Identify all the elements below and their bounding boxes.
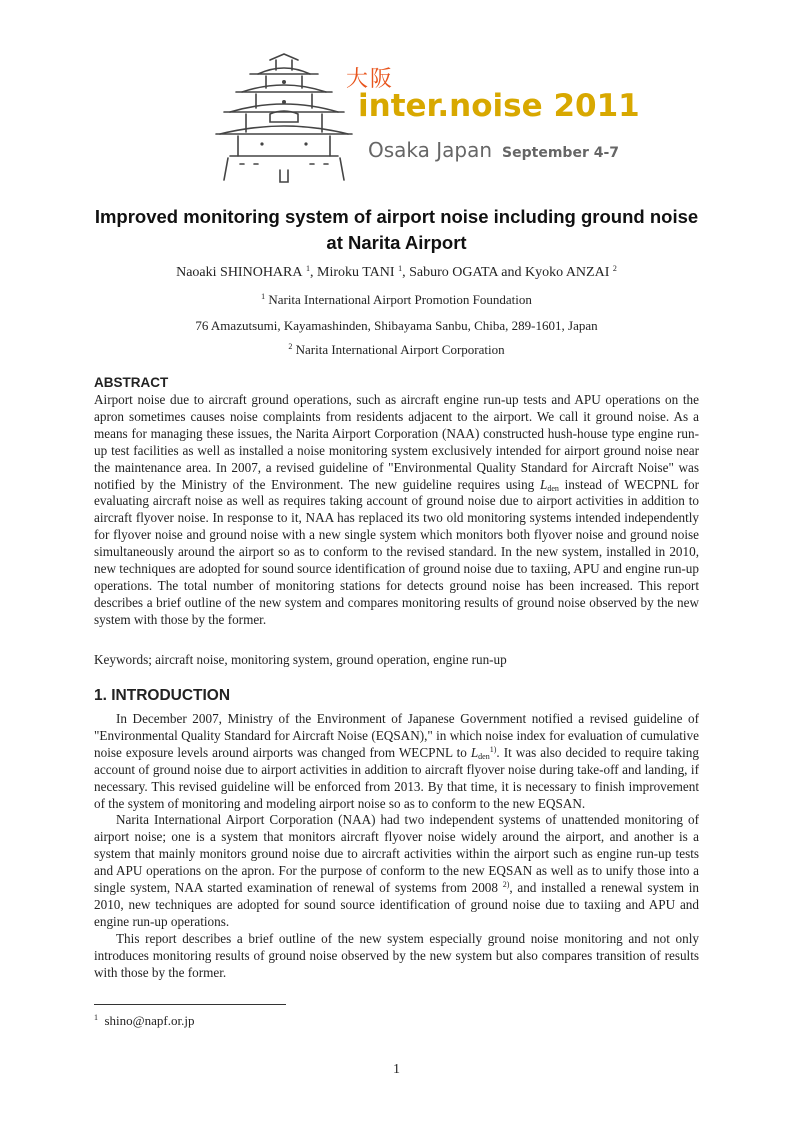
footnote-mark: 1 bbox=[94, 1013, 98, 1022]
author-2: , Miroku TANI bbox=[310, 265, 395, 280]
keywords: Keywords; aircraft noise, monitoring system, ground operation, engine run-up bbox=[94, 652, 507, 667]
footnote-email[interactable]: shino@napf.or.jp bbox=[104, 1013, 195, 1028]
abstract-text-a: Airport noise due to aircraft ground operations, such as aircraft engine run-up tests and APU operations on the apron sometimes causes noise complaints from residents adjacent to the airport. We call it ground noise. As a means for managing these issues, the Narita Airport Corporation (NAA) constructed hush-house type engine run-up test facilities as well as installed a noise monitoring system exclusively intended for airport ground noise near the maintenance area. In 2007, a revised guideline of "Environmental Quality Standard for Aircraft Noise" was notified by the Ministry of the Environment. The new guideline requires using bbox=[94, 392, 699, 492]
logo-name: inter.noise 2011 bbox=[358, 88, 640, 124]
intro-p1-a: In December 2007, Ministry of the Environment of Japanese Government notified a revised guideline of "Environmental Quality Standard for Aircraft Noise (EQSAN)," in which noise index for evaluation of cumulative noise exposure levels around airports was changed from WECPNL to bbox=[94, 711, 699, 760]
author-list bbox=[90, 265, 703, 281]
author-1: Naoaki SHINOHARA bbox=[176, 265, 303, 280]
abstract-heading: ABSTRACT bbox=[94, 375, 169, 390]
author-3: , Saburo OGATA and Kyoko ANZAI bbox=[402, 265, 610, 280]
author-2-sup: 1 bbox=[398, 264, 403, 273]
affiliation-2-name: Narita International Airport Corporation bbox=[295, 342, 505, 357]
intro-ref-2: 2) bbox=[502, 880, 510, 890]
abstract-L: L bbox=[540, 476, 548, 492]
affiliation-1-name: Narita International Airport Promotion Foundation bbox=[268, 292, 532, 307]
page-number: 1 bbox=[393, 1062, 400, 1077]
abstract-den: den bbox=[547, 483, 559, 493]
logo-location-line bbox=[368, 138, 619, 162]
abstract-text-b: instead of WECPNL for evaluating aircraft noise as well as requires taking account of ground noise due to airport activities in addition to aircraft flyover noise. In response to it, NAA has replaced its two old monitoring systems intended independently for flyover noise and ground noise with a new single system which monitors both flyover noise and ground noise simultaneously around the airport so as to conform to the revised standard. In the new system, installed in 2010, new techniques are adopted for sound source identification of ground noise due to taxiing, APU and engine run-up operations. The total number of monitoring stations for detects ground noise has been increased. This report describes a brief outline of the new system and compares monitoring results of ground noise observed by the new system with those by the former. bbox=[94, 476, 699, 627]
intro-paragraph-3: This report describes a brief outline of the new system especially ground noise monitoring and not only introduces monitoring results of ground noise observed by the new system but also compares transition of results with those by the former. bbox=[94, 930, 699, 980]
author-3-sup: 2 bbox=[612, 264, 617, 273]
affiliation-2 bbox=[90, 342, 703, 358]
author-1-sup: 1 bbox=[306, 264, 310, 273]
castle-icon bbox=[210, 52, 360, 192]
intro-den: den bbox=[478, 751, 490, 761]
intro-p2-b: , and installed a renewal system in 2010, new techniques are adopted for sound source identification of ground noise due to taxiing and APU and engine run-up operations. bbox=[94, 880, 699, 929]
intro-paragraph-1 bbox=[94, 711, 699, 812]
intro-p2-a: Narita International Airport Corporation (NAA) had two independent systems of unattended monitoring of airport noise; one is a system that monitors aircraft flyover noise widely around the airport, and another is a system that mainly monitors ground noise due to aircraft activities within the airport such as engine run-up tests and APU operations on the apron. For the purpose of conform to the new EQSAN as well as to unify those into a single system, NAA started examination of renewal of systems from 2008 bbox=[94, 812, 699, 896]
logo-location: Osaka Japan bbox=[368, 138, 493, 162]
conference-logo bbox=[210, 52, 640, 192]
affiliation-1 bbox=[90, 292, 703, 308]
logo-dates: September 4-7 bbox=[502, 145, 620, 161]
intro-L: L bbox=[470, 744, 479, 760]
affiliation-2-sup: 2 bbox=[288, 342, 293, 351]
introduction-body bbox=[94, 711, 699, 982]
footnote-divider bbox=[94, 1004, 286, 1005]
footnote bbox=[94, 1013, 194, 1029]
affiliation-1-sup: 1 bbox=[261, 292, 266, 301]
intro-paragraph-2 bbox=[94, 812, 699, 930]
intro-ref-1: 1) bbox=[489, 744, 497, 754]
paper-title: Improved monitoring system of airport noise including ground noise at Narita Airport bbox=[94, 206, 699, 253]
introduction-heading: 1. INTRODUCTION bbox=[94, 687, 231, 704]
intro-p1-b: . It was also decided to require taking account of ground noise due to airport activities in addition to aircraft flyover noise during take-off and landing, if necessary. This revised guideline will be enforced from 2013. By that time, it is necessary to finish improvement of the system of monitoring and modeling airport noise so as to conform to the new EQSAN. bbox=[94, 744, 699, 811]
logo-kanji: 大阪 bbox=[346, 67, 395, 92]
affiliation-address: 76 Amazutsumi, Kayamashinden, Shibayama Sanbu, Chiba, 289-1601, Japan bbox=[195, 318, 598, 333]
abstract-text bbox=[94, 392, 699, 629]
